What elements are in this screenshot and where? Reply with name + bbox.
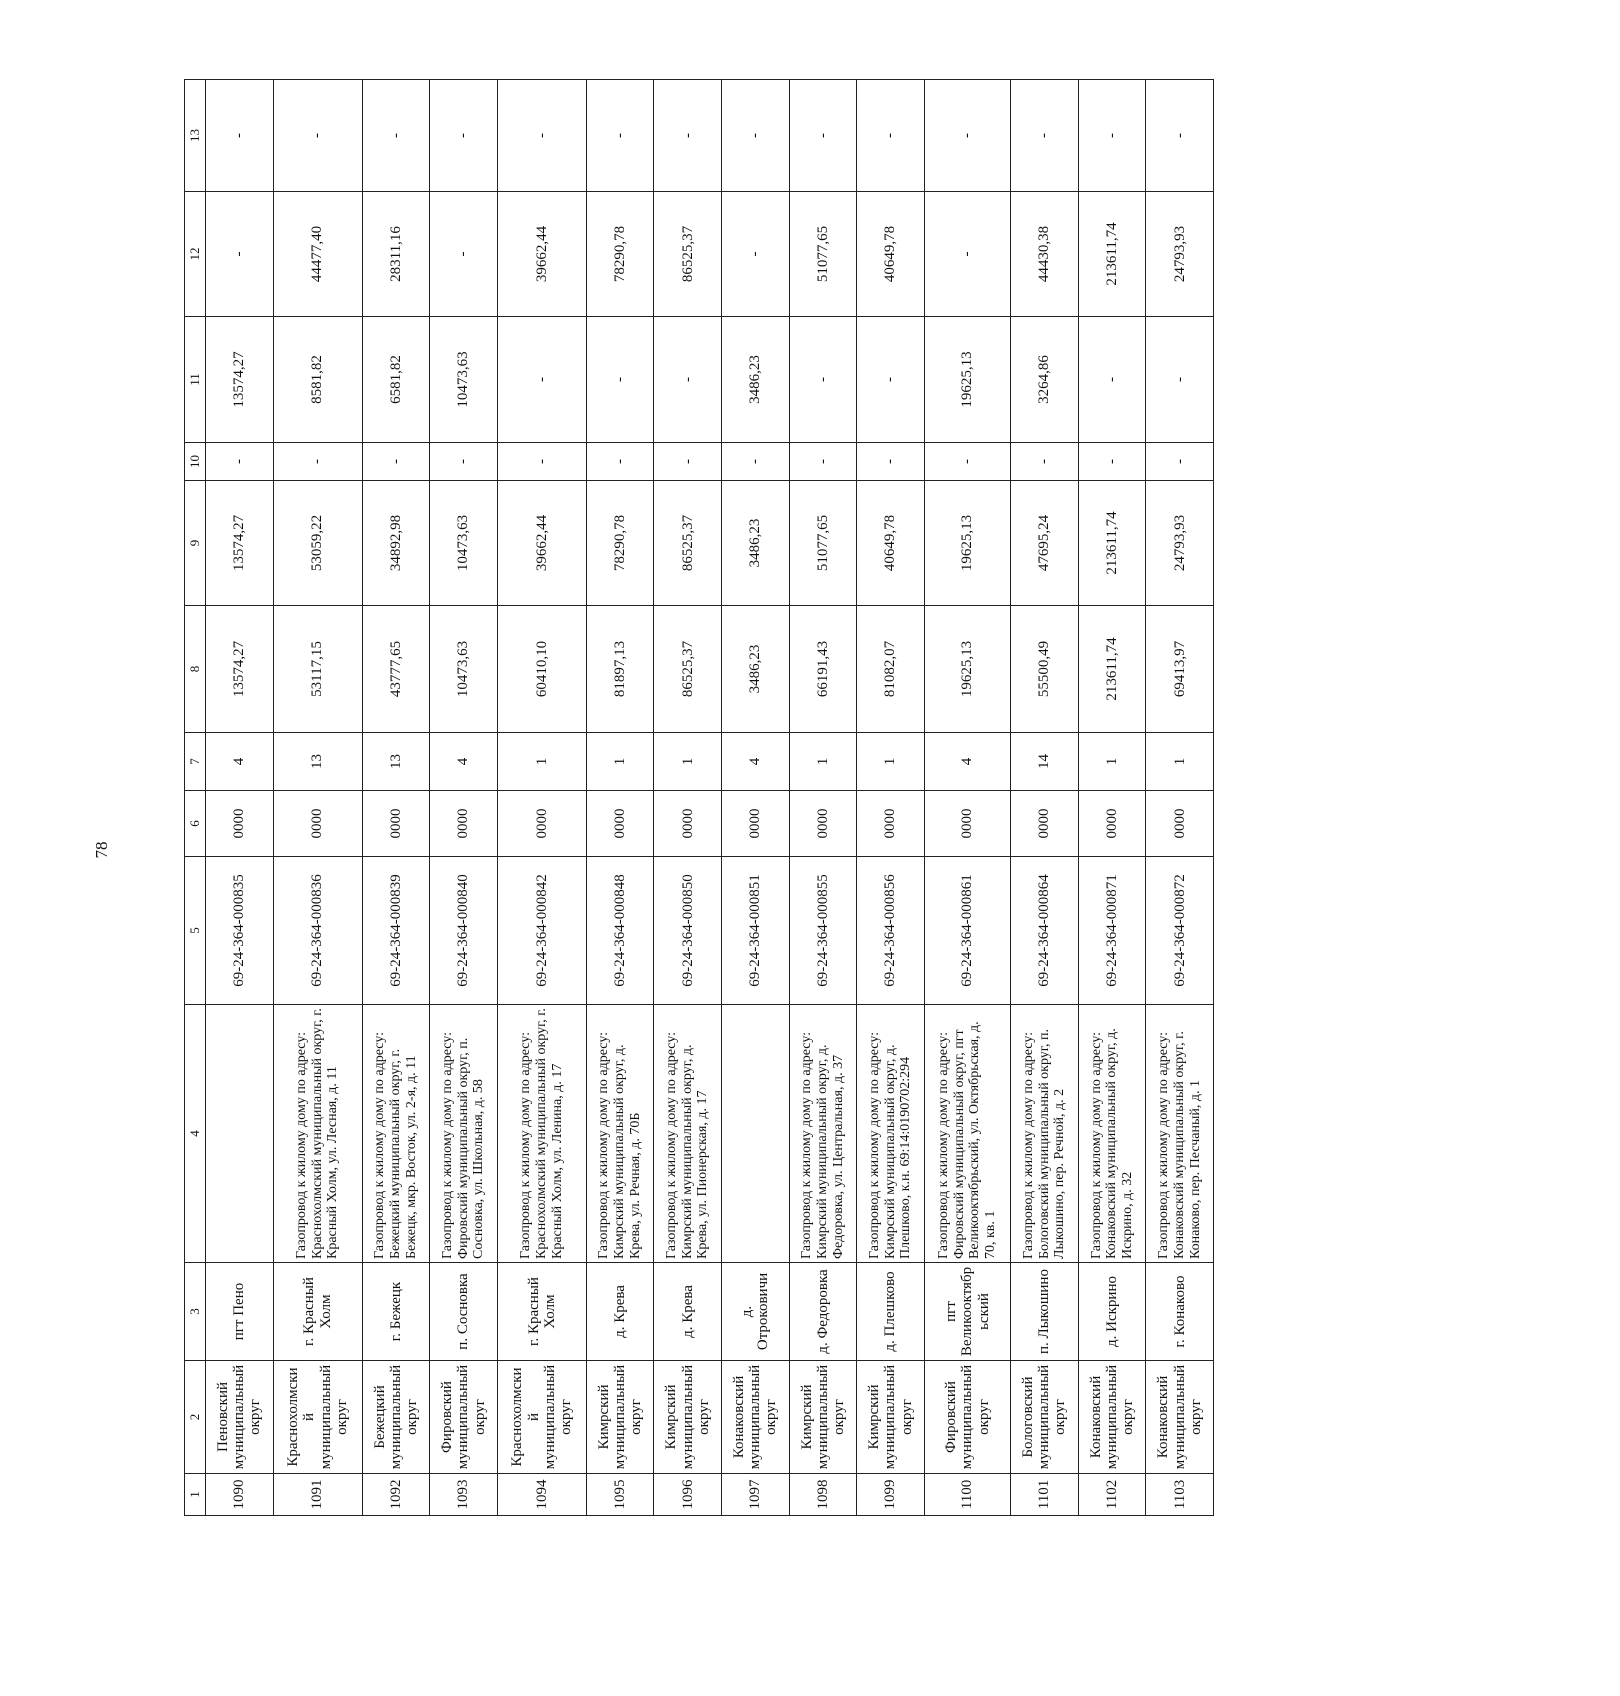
value-col11-cell: 10473,63 [430,317,498,443]
value-col13-cell: - [924,80,1010,192]
value-col10-cell: - [1078,443,1146,481]
quantity-cell: 13 [273,733,362,791]
cadastral-number-cell: 69-24-364-000835 [206,857,274,1005]
column-number: 4 [185,1005,206,1263]
row-number: 1097 [721,1474,789,1516]
object-description-cell [206,1005,274,1263]
value-col9-cell: 34892,98 [362,481,430,606]
value-col8-cell: 66191,43 [789,606,857,733]
district-cell: Бежецкий муниципальный округ [362,1361,430,1474]
code-cell: 0000 [654,791,722,857]
settlement-cell: п. Лыкошино [1011,1263,1079,1361]
cadastral-number-cell: 69-24-364-000836 [273,857,362,1005]
value-col9-cell: 86525,37 [654,481,722,606]
settlement-cell: д. Искрино [1078,1263,1146,1361]
column-number-row [185,80,206,1516]
column-number: 1 [185,1474,206,1516]
code-cell: 0000 [430,791,498,857]
cadastral-number-cell: 69-24-364-000856 [857,857,925,1005]
table-row [273,80,362,1516]
value-col11-cell: - [497,317,586,443]
value-col12-cell: 44430,38 [1011,192,1079,317]
table-row [206,80,274,1516]
column-number: 8 [185,606,206,733]
row-number: 1091 [273,1474,362,1516]
value-col10-cell: - [430,443,498,481]
row-number: 1098 [789,1474,857,1516]
value-col13-cell: - [789,80,857,192]
value-col11-cell: - [586,317,654,443]
table-row [1146,80,1214,1516]
value-col13-cell: - [654,80,722,192]
row-number: 1090 [206,1474,274,1516]
row-number: 1092 [362,1474,430,1516]
value-col9-cell: 47695,24 [1011,481,1079,606]
cadastral-number-cell: 69-24-364-000850 [654,857,722,1005]
code-cell: 0000 [857,791,925,857]
row-number: 1094 [497,1474,586,1516]
value-col8-cell: 69413,97 [1146,606,1214,733]
code-cell: 0000 [924,791,1010,857]
column-number: 5 [185,857,206,1005]
value-col9-cell: 53059,22 [273,481,362,606]
value-col11-cell: 3486,23 [721,317,789,443]
district-cell: Конаковский муниципальный округ [1146,1361,1214,1474]
value-col10-cell: - [362,443,430,481]
cadastral-number-cell: 69-24-364-000864 [1011,857,1079,1005]
table-row [497,80,586,1516]
table-row [362,80,430,1516]
value-col9-cell: 10473,63 [430,481,498,606]
table-row [1011,80,1079,1516]
district-cell: Кимрский муниципальный округ [586,1361,654,1474]
value-col12-cell: 24793,93 [1146,192,1214,317]
district-cell: Пеновский муниципальный округ [206,1361,274,1474]
value-col10-cell: - [924,443,1010,481]
value-col8-cell: 213611,74 [1078,606,1146,733]
value-col8-cell: 19625,13 [924,606,1010,733]
object-description-cell: Газопровод к жилому дому по адресу: Бологовский муниципальный округ, п. Лыкошино, пер. Речной, д. 2 [1011,1005,1079,1263]
value-col9-cell: 19625,13 [924,481,1010,606]
table-row [1078,80,1146,1516]
value-col12-cell: - [721,192,789,317]
object-description-cell: Газопровод к жилому дому по адресу: Конаковский муниципальный округ, д. Искрино, д. 32 [1078,1005,1146,1263]
district-cell: Конаковский муниципальный округ [721,1361,789,1474]
cadastral-number-cell: 69-24-364-000842 [497,857,586,1005]
district-cell: Краснохолмский муниципальный округ [273,1361,362,1474]
object-description-cell: Газопровод к жилому дому по адресу: Краснохолмский муниципальный округ, г. Красный Холм, ул. Ленина, д. 17 [497,1005,586,1263]
value-col13-cell: - [857,80,925,192]
code-cell: 0000 [497,791,586,857]
value-col10-cell: - [789,443,857,481]
cadastral-number-cell: 69-24-364-000861 [924,857,1010,1005]
cadastral-number-cell: 69-24-364-000848 [586,857,654,1005]
code-cell: 0000 [273,791,362,857]
rotated-table-inner [184,80,1214,1516]
table-row [721,80,789,1516]
value-col9-cell: 39662,44 [497,481,586,606]
quantity-cell: 1 [1146,733,1214,791]
district-cell: Кимрский муниципальный округ [857,1361,925,1474]
value-col11-cell: - [857,317,925,443]
row-number: 1103 [1146,1474,1214,1516]
object-description-cell: Газопровод к жилому дому по адресу: Кимрский муниципальный округ, д. Крева, ул. Пионерская, д. 17 [654,1005,722,1263]
settlement-cell: г. Красный Холм [497,1263,586,1361]
value-col10-cell: - [273,443,362,481]
column-number: 2 [185,1361,206,1474]
value-col8-cell: 86525,37 [654,606,722,733]
quantity-cell: 4 [430,733,498,791]
object-description-cell [721,1005,789,1263]
code-cell: 0000 [789,791,857,857]
object-description-cell: Газопровод к жилому дому по адресу: Кимрский муниципальный округ, д. Федоровка, ул. Центральная, д. 37 [789,1005,857,1263]
row-number: 1101 [1011,1474,1079,1516]
column-number: 13 [185,80,206,192]
column-number: 9 [185,481,206,606]
value-col13-cell: - [1011,80,1079,192]
value-col11-cell: 13574,27 [206,317,274,443]
district-cell: Кимрский муниципальный округ [789,1361,857,1474]
value-col11-cell: - [789,317,857,443]
settlement-cell: д. Отроковичи [721,1263,789,1361]
settlement-cell: г. Красный Холм [273,1263,362,1361]
settlement-cell: г. Конаково [1146,1263,1214,1361]
value-col12-cell: - [206,192,274,317]
registry-body [185,80,1214,1516]
value-col11-cell: - [1078,317,1146,443]
code-cell: 0000 [1146,791,1214,857]
quantity-cell: 1 [654,733,722,791]
value-col8-cell: 81082,07 [857,606,925,733]
value-col9-cell: 51077,65 [789,481,857,606]
object-description-cell: Газопровод к жилому дому по адресу: Бежецкий муниципальный округ, г. Бежецк, мкр. Восток, ул. 2-я, д. 11 [362,1005,430,1263]
table-row [586,80,654,1516]
quantity-cell: 1 [1078,733,1146,791]
object-description-cell: Газопровод к жилому дому по адресу: Фировский муниципальный округ, пгт Великооктябрьский, ул. Октябрьская, д. 70, кв. 1 [924,1005,1010,1263]
table-row [654,80,722,1516]
cadastral-number-cell: 69-24-364-000855 [789,857,857,1005]
value-col11-cell: - [654,317,722,443]
value-col9-cell: 24793,93 [1146,481,1214,606]
row-number: 1096 [654,1474,722,1516]
row-number: 1099 [857,1474,925,1516]
value-col13-cell: - [1078,80,1146,192]
code-cell: 0000 [721,791,789,857]
value-col8-cell: 13574,27 [206,606,274,733]
value-col11-cell: 6581,82 [362,317,430,443]
value-col10-cell: - [1011,443,1079,481]
quantity-cell: 1 [789,733,857,791]
district-cell: Фировский муниципальный округ [924,1361,1010,1474]
value-col9-cell: 13574,27 [206,481,274,606]
settlement-cell: пгт Великооктябрьский [924,1263,1010,1361]
value-col8-cell: 43777,65 [362,606,430,733]
column-number: 6 [185,791,206,857]
value-col8-cell: 81897,13 [586,606,654,733]
value-col12-cell: - [924,192,1010,317]
settlement-cell: пгт Пено [206,1263,274,1361]
value-col10-cell: - [654,443,722,481]
quantity-cell: 4 [206,733,274,791]
value-col13-cell: - [430,80,498,192]
value-col10-cell: - [497,443,586,481]
row-number: 1093 [430,1474,498,1516]
value-col12-cell: - [430,192,498,317]
value-col8-cell: 53117,15 [273,606,362,733]
district-cell: Конаковский муниципальный округ [1078,1361,1146,1474]
value-col8-cell: 10473,63 [430,606,498,733]
value-col13-cell: - [273,80,362,192]
value-col10-cell: - [721,443,789,481]
value-col8-cell: 60410,10 [497,606,586,733]
row-number: 1095 [586,1474,654,1516]
value-col13-cell: - [721,80,789,192]
settlement-cell: д. Крева [586,1263,654,1361]
district-cell: Фировский муниципальный округ [430,1361,498,1474]
quantity-cell: 14 [1011,733,1079,791]
value-col12-cell: 51077,65 [789,192,857,317]
district-cell: Краснохолмский муниципальный округ [497,1361,586,1474]
column-number: 10 [185,443,206,481]
page-number: 78 [92,841,111,859]
object-description-cell: Газопровод к жилому дому по адресу: Кимрский муниципальный округ, д. Плешково, к.н. 69:14:0190702:294 [857,1005,925,1263]
value-col8-cell: 3486,23 [721,606,789,733]
row-number: 1100 [924,1474,1010,1516]
value-col11-cell: 19625,13 [924,317,1010,443]
value-col12-cell: 39662,44 [497,192,586,317]
value-col10-cell: - [1146,443,1214,481]
value-col9-cell: 40649,78 [857,481,925,606]
value-col10-cell: - [586,443,654,481]
table-row [430,80,498,1516]
value-col12-cell: 86525,37 [654,192,722,317]
table-row [789,80,857,1516]
value-col12-cell: 40649,78 [857,192,925,317]
value-col13-cell: - [206,80,274,192]
object-description-cell: Газопровод к жилому дому по адресу: Фировский муниципальный округ, п. Сосновка, ул. Школьная, д. 58 [430,1005,498,1263]
value-col11-cell: 3264,86 [1011,317,1079,443]
quantity-cell: 1 [497,733,586,791]
rotated-table-area [184,80,1620,1510]
code-cell: 0000 [362,791,430,857]
object-description-cell: Газопровод к жилому дому по адресу: Краснохолмский муниципальный округ, г. Красный Холм, ул. Лесная, д. 11 [273,1005,362,1263]
quantity-cell: 1 [857,733,925,791]
value-col12-cell: 78290,78 [586,192,654,317]
cadastral-number-cell: 69-24-364-000840 [430,857,498,1005]
value-col10-cell: - [857,443,925,481]
settlement-cell: д. Крева [654,1263,722,1361]
object-description-cell: Газопровод к жилому дому по адресу: Кимрский муниципальный округ, д. Крева, ул. Речная, д. 70Б [586,1005,654,1263]
code-cell: 0000 [586,791,654,857]
cadastral-number-cell: 69-24-364-000851 [721,857,789,1005]
value-col9-cell: 213611,74 [1078,481,1146,606]
code-cell: 0000 [1011,791,1079,857]
value-col11-cell: - [1146,317,1214,443]
cadastral-number-cell: 69-24-364-000839 [362,857,430,1005]
value-col13-cell: - [1146,80,1214,192]
value-col9-cell: 78290,78 [586,481,654,606]
value-col13-cell: - [497,80,586,192]
value-col12-cell: 213611,74 [1078,192,1146,317]
cadastral-number-cell: 69-24-364-000872 [1146,857,1214,1005]
quantity-cell: 13 [362,733,430,791]
column-number: 12 [185,192,206,317]
value-col13-cell: - [362,80,430,192]
value-col10-cell: - [206,443,274,481]
district-cell: Кимрский муниципальный округ [654,1361,722,1474]
settlement-cell: п. Сосновка [430,1263,498,1361]
value-col11-cell: 8581,82 [273,317,362,443]
value-col13-cell: - [586,80,654,192]
settlement-cell: д. Федоровка [789,1263,857,1361]
value-col12-cell: 44477,40 [273,192,362,317]
object-description-cell: Газопровод к жилому дому по адресу: Конаковский муниципальный округ, г. Конаково, пер. Песчаный, д. 1 [1146,1005,1214,1263]
settlement-cell: г. Бежецк [362,1263,430,1361]
row-number: 1102 [1078,1474,1146,1516]
value-col12-cell: 28311,16 [362,192,430,317]
cadastral-number-cell: 69-24-364-000871 [1078,857,1146,1005]
column-number: 7 [185,733,206,791]
district-cell: Бологовский муниципальный округ [1011,1361,1079,1474]
quantity-cell: 4 [924,733,1010,791]
table-row [857,80,925,1516]
code-cell: 0000 [1078,791,1146,857]
quantity-cell: 1 [586,733,654,791]
value-col8-cell: 55500,49 [1011,606,1079,733]
value-col9-cell: 3486,23 [721,481,789,606]
column-number: 3 [185,1263,206,1361]
quantity-cell: 4 [721,733,789,791]
code-cell: 0000 [206,791,274,857]
column-number: 11 [185,317,206,443]
registry-table [184,79,1214,1516]
settlement-cell: д. Плешково [857,1263,925,1361]
table-row [924,80,1010,1516]
